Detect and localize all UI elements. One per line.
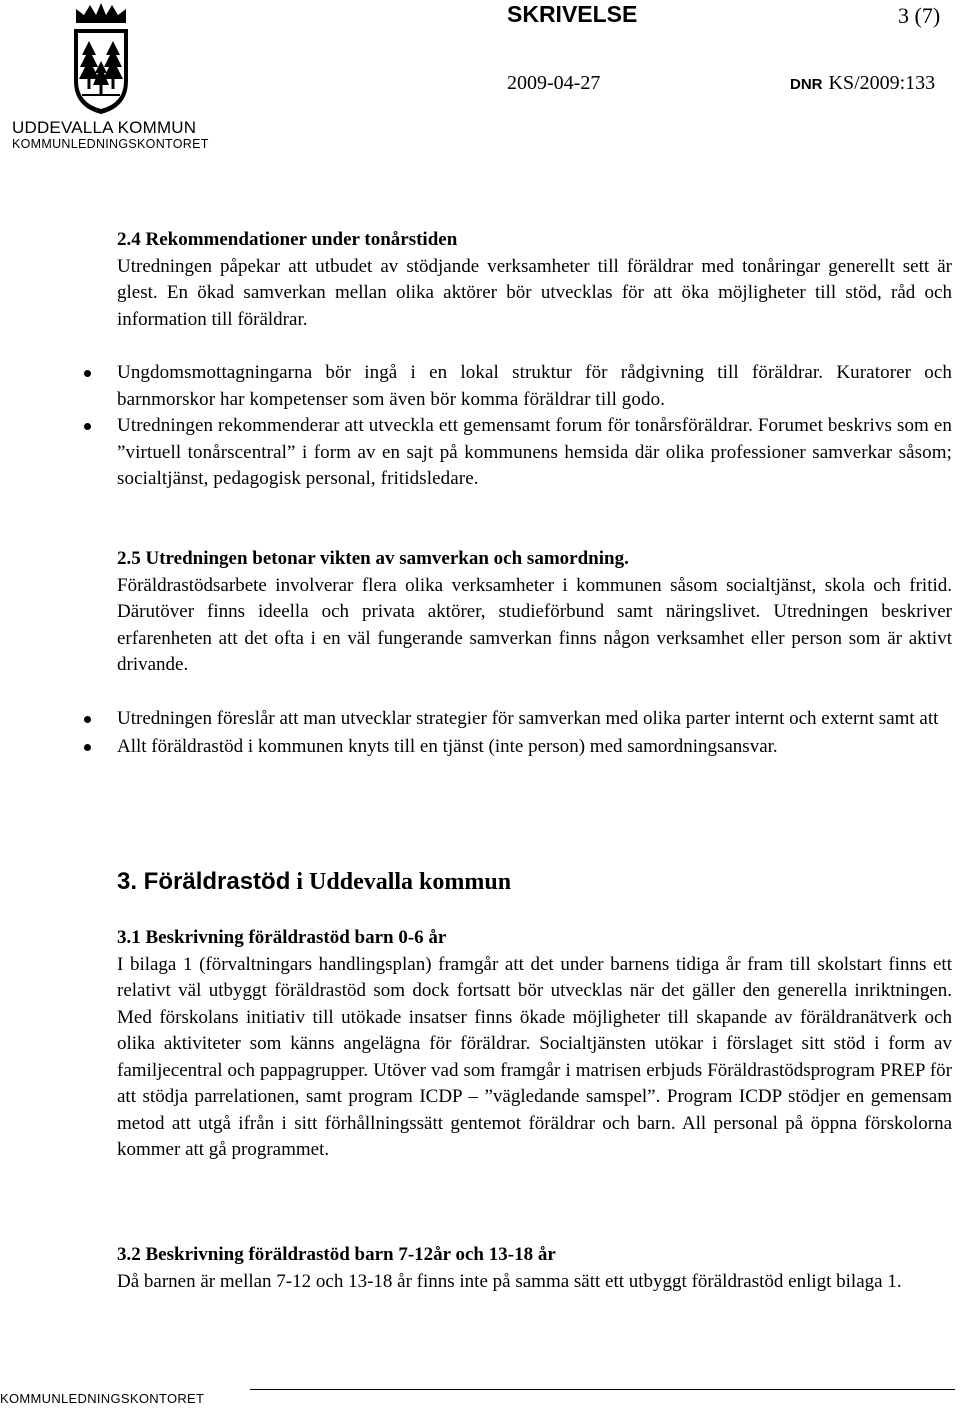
section-3-1 [117,925,952,1164]
section-heading: 2.4 Rekommendationer under tonårstiden [117,229,458,250]
footer-department: KOMMUNLEDNINGSKONTORET [0,1391,205,1406]
section-paragraph: I bilaga 1 (förvaltningars handlingsplan) framgår att det under barnens tidiga år fram till skolstart finns ett relativt väl utbyggt föräldrastöd som dock fortsatt bör utvecklas när det gäller den generella inriktningen. Med förskolans initiativ till utökade insatser finns ökade möjligheter till skapande av föräldranätverk och olika aktiviteter som känns angelägna för föräldrar. Socialtjänsten utökar i förslaget sitt stöd i form av familjecentral och pappagrupper. Utöver vad som framgår i matrisen erbjuds Föräldrastödsprogram PREP för att stödja parrelationen, samt program ICDP – ”vägledande samspel”. Program ICDP stödjer en gemensam metod att utgå ifrån i sitt förhållningssätt gentemot föräldrar och barn. All personal på öppna förskolorna kommer att gå programmet. [117,953,952,1160]
section-heading: 3.1 Beskrivning föräldrastöd barn 0-6 år [117,927,447,948]
organization-department: KOMMUNLEDNINGSKONTORET [12,137,209,151]
section-2-5 [117,546,952,679]
footer-divider [250,1389,955,1390]
list-item: Utredningen föreslår att man utvecklar strategier för samverkan med olika parter internt och externt samt att [117,706,952,733]
list-item: Ungdomsmottagningarna bör ingå i en lokal struktur för rådgivning till föräldrar. Kuratorer och barnmorskor har kompetenser som även bör komma föräldrar till godo. [117,360,952,413]
chapter-heading-part1: 3. Föräldrastöd [117,868,291,895]
list-item: Utredningen rekommenderar att utveckla ett gemensamt forum för tonårsföräldrar. Forumet beskrivs som en ”virtuell tonårscentral” i form av en sajt på kommunens hemsida där olika professioner samverkar såsom; socialtjänst, pedagogisk personal, fritidsledare. [117,413,952,493]
section-heading: 2.5 Utredningen betonar vikten av samverkan och samordning. [117,548,629,569]
section-heading: 3.2 Beskrivning föräldrastöd barn 7-12år och 13-18 år [117,1244,556,1265]
chapter-heading-part2: i Uddevalla kommun [290,869,512,895]
section-2-5-bullets [117,706,952,760]
list-item: Allt föräldrastöd i kommunen knyts till en tjänst (inte person) med samordningsansvar. [117,734,952,761]
section-3-2 [117,1242,952,1295]
page-number: 3 (7) [898,3,941,28]
chapter-heading [117,868,511,896]
document-date: 2009-04-27 [507,72,601,94]
dnr-value: KS/2009:133 [828,72,936,94]
section-2-4 [117,227,952,333]
section-paragraph: Utredningen påpekar att utbudet av stödjande verksamheter till föräldrar med tonåringar generellt sett är glest. En ökad samverkan mellan olika aktörer bör utvecklas för att öka möjligheter till stöd, råd och information till föräldrar. [117,255,952,330]
registration-number [790,72,935,95]
municipal-coat-of-arms-icon [70,3,132,115]
document-type: SKRIVELSE [507,1,638,27]
section-paragraph: Föräldrastödsarbete involverar flera olika verksamheter i kommunen såsom socialtjänst, skola och fritid. Därutöver finns ideella och privata aktörer, studieförbund samt näringslivet. Utredningen beskriver erfarenheten att det ofta i en väl fungerande samverkan finns någon verksamhet eller person som är aktivt drivande. [117,574,952,675]
dnr-label: DNR [790,76,823,93]
section-paragraph: Då barnen är mellan 7-12 och 13-18 år finns inte på samma sätt ett utbyggt föräldrastöd enligt bilaga 1. [117,1270,902,1292]
organization-name: UDDEVALLA KOMMUN [12,118,197,137]
section-2-4-bullets [117,360,952,493]
